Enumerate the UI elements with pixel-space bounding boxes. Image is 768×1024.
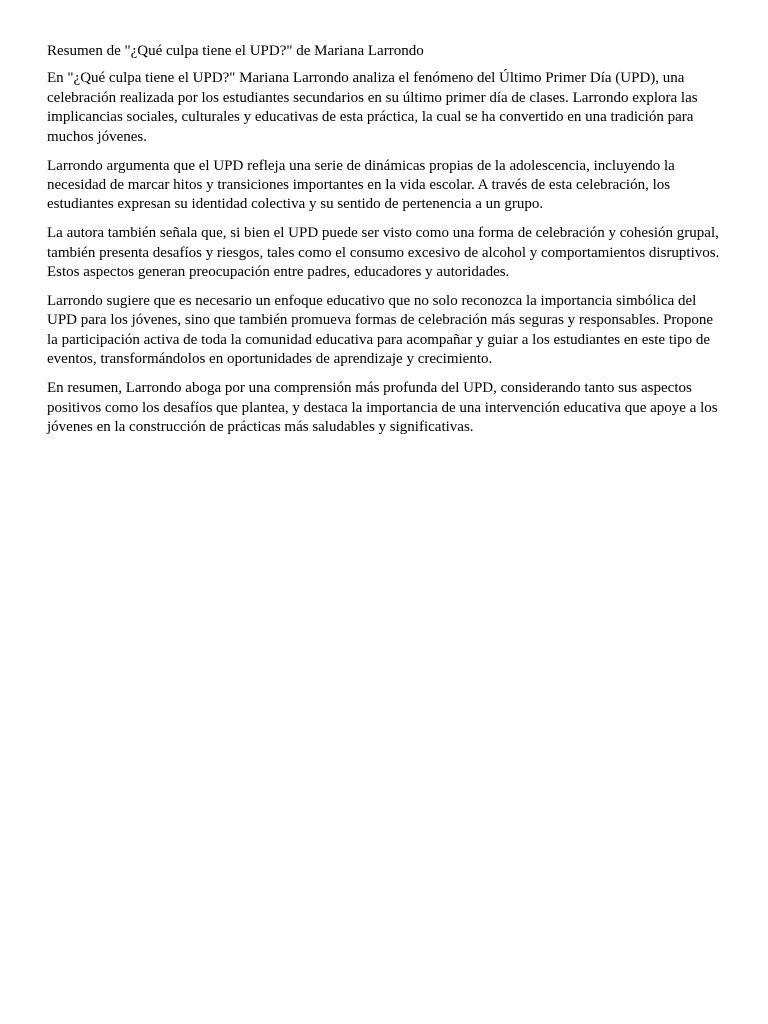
document-title: Resumen de "¿Qué culpa tiene el UPD?" de Mariana Larrondo [47, 43, 424, 59]
paragraph-intro: En "¿Qué culpa tiene el UPD?" Mariana Larrondo analiza el fenómeno del Último Primer Día (UPD), una celebración realizada por los estudiantes secundarios en su último primer día de clases. Larrondo explora las implicancias sociales, culturales y educativas de esta práctica, la cual se ha convertido en una tradición para muchos jóvenes. [47, 70, 698, 145]
paragraph-proposal: Larrondo sugiere que es necesario un enfoque educativo que no solo reconozca la importancia simbólica del UPD para los jóvenes, sino que también promueva formas de celebración más seguras y responsables. Propone la participación activa de toda la comunidad educativa para acompañar y guiar a los estudiantes en este tipo de eventos, transformándolos en oportunidades de aprendizaje y crecimiento. [47, 292, 714, 368]
paragraph-challenges: La autora también señala que, si bien el UPD puede ser visto como una forma de celebración y cohesión grupal, también presenta desafíos y riesgos, tales como el consumo excesivo de alcohol y comportamientos disruptivos. Estos aspectos generan preocupación entre padres, educadores y autoridades. [47, 225, 720, 281]
paragraph-argument: Larrondo argumenta que el UPD refleja una serie de dinámicas propias de la adolescencia, incluyendo la necesidad de marcar hitos y transiciones importantes en la vida escolar. A través de esta celebración, los estudiantes expresan su identidad colectiva y su sentido de pertenencia a un grupo. [47, 157, 675, 213]
paragraph-conclusion: En resumen, Larrondo aboga por una comprensión más profunda del UPD, considerando tanto sus aspectos positivos como los desafíos que plantea, y destaca la importancia de una intervención educativa que apoye a los jóvenes en la construcción de prácticas más saludables y significativas. [47, 380, 718, 435]
